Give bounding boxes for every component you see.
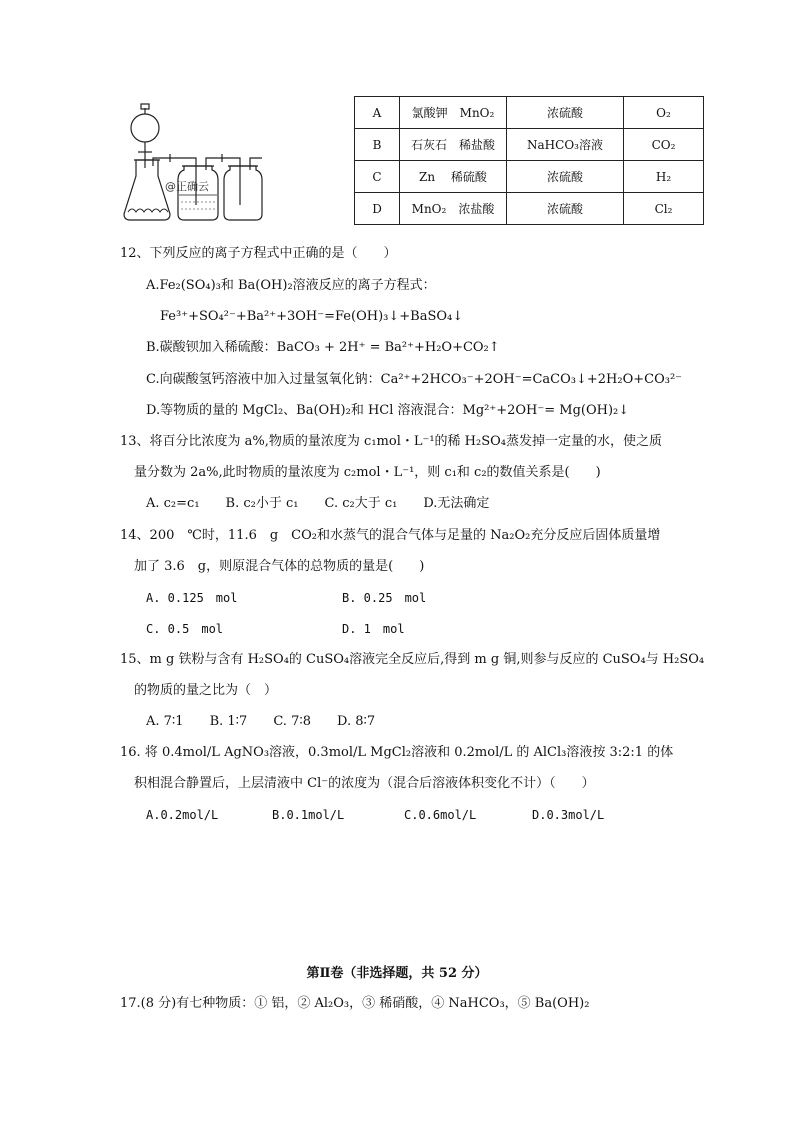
q15-stem-line2: 的物质的量之比为（ ） xyxy=(134,683,278,698)
table-row xyxy=(355,97,704,129)
q13-stem-line2: 量分数为 2a%,此时物质的量浓度为 c₂mol・L⁻¹，则 c₁和 c₂的数值关系是( ) xyxy=(134,465,601,480)
q15-options: A. 7∶1 B. 1∶7 C. 7∶8 D. 8∶7 xyxy=(146,714,376,729)
table-cell: 石灰石 稀盐酸 xyxy=(400,129,507,161)
q14-option-b: B. 0.25 mol xyxy=(342,591,427,605)
q13-stem-line1: 13、将百分比浓度为 a%,物质的量浓度为 c₁mol・L⁻¹的稀 H₂SO₄蒸发掉一定量的水，使之质 xyxy=(120,434,663,449)
section-title: 第Ⅱ卷（非选择题，共 52 分） xyxy=(306,966,488,981)
q14-option-a: A. 0.125 mol xyxy=(146,591,238,605)
q17-stem: 17.(8 分)有七种物质：① 铝，② Al₂O₃，③ 稀硝酸，④ NaHCO₃，⑤ Ba(OH)₂ xyxy=(120,996,590,1011)
q16-option-a: A.0.2mol/L xyxy=(146,808,219,822)
table-row xyxy=(355,129,704,161)
q13-options: A. c₂=c₁ B. c₂小于 c₁ C. c₂大于 c₁ D.无法确定 xyxy=(146,496,490,511)
table-cell: MnO₂ 浓盐酸 xyxy=(400,193,507,225)
q14-stem-line2: 加了 3.6 g，则原混合气体的总物质的量是( ) xyxy=(134,559,425,574)
q12-stem: 12、下列反应的离子方程式中正确的是（ ） xyxy=(120,246,397,261)
table-cell: C xyxy=(355,161,400,193)
q16-option-b: B.0.1mol/L xyxy=(272,808,345,822)
q16-stem-line1: 16. 将 0.4mol/L AgNO₃溶液，0.3mol/L MgCl₂溶液和 0.2mol/L 的 AlCl₃溶液按 3:2:1 的体 xyxy=(120,745,674,760)
table-cell: O₂ xyxy=(624,97,704,129)
q16-option-c: C.0.6mol/L xyxy=(404,808,477,822)
q14-option-d: D. 1 mol xyxy=(342,622,405,636)
reagent-table xyxy=(354,96,704,225)
q12-option-a-equation: Fe³⁺+SO₄²⁻+Ba²⁺+3OH⁻=Fe(OH)₃↓+BaSO₄↓ xyxy=(160,309,464,324)
table-cell: 氯酸钾 MnO₂ xyxy=(400,97,507,129)
q16-stem-line2: 积相混合静置后，上层清液中 Cl⁻的浓度为（混合后溶液体积变化不计）（ ） xyxy=(134,776,595,791)
table-cell: NaHCO₃溶液 xyxy=(507,129,624,161)
table-cell: B xyxy=(355,129,400,161)
q15-stem-line1: 15、m g 铁粉与含有 H₂SO₄的 CuSO₄溶液完全反应后,得到 m g 铜,则参与反应的 CuSO₄与 H₂SO₄ xyxy=(120,652,705,667)
table-row xyxy=(355,193,704,225)
table-cell: Cl₂ xyxy=(624,193,704,225)
q12-option-c: C.向碳酸氢钙溶液中加入过量氢氧化钠：Ca²⁺+2HCO₃⁻+2OH⁻=CaCO₃↓+2H₂O+CO₃²⁻ xyxy=(146,372,683,387)
table-cell: A xyxy=(355,97,400,129)
table-cell: H₂ xyxy=(624,161,704,193)
q14-option-c: C. 0.5 mol xyxy=(146,622,224,636)
table-row xyxy=(355,161,704,193)
q12-option-d: D.等物质的量的 MgCl₂、Ba(OH)₂和 HCl 溶液混合：Mg²⁺+2OH⁻= Mg(OH)₂↓ xyxy=(146,403,630,418)
table-cell: CO₂ xyxy=(624,129,704,161)
table-cell: Zn 稀硫酸 xyxy=(400,161,507,193)
table-cell: 浓硫酸 xyxy=(507,97,624,129)
watermark: @正确云 xyxy=(165,180,209,193)
q14-stem-line1: 14、200 ℃时，11.6 g CO₂和水蒸气的混合气体与足量的 Na₂O₂充分反应后固体质量增 xyxy=(120,528,661,543)
q12-option-b: B.碳酸钡加入稀硫酸：BaCO₃ + 2H⁺ = Ba²⁺+H₂O+CO₂↑ xyxy=(146,340,500,355)
q16-option-d: D.0.3mol/L xyxy=(532,808,605,822)
q12-option-a: A.Fe₂(SO₄)₃和 Ba(OH)₂溶液反应的离子方程式： xyxy=(146,278,436,293)
table-cell: D xyxy=(355,193,400,225)
table-cell: 浓硫酸 xyxy=(507,193,624,225)
table-cell: 浓硫酸 xyxy=(507,161,624,193)
